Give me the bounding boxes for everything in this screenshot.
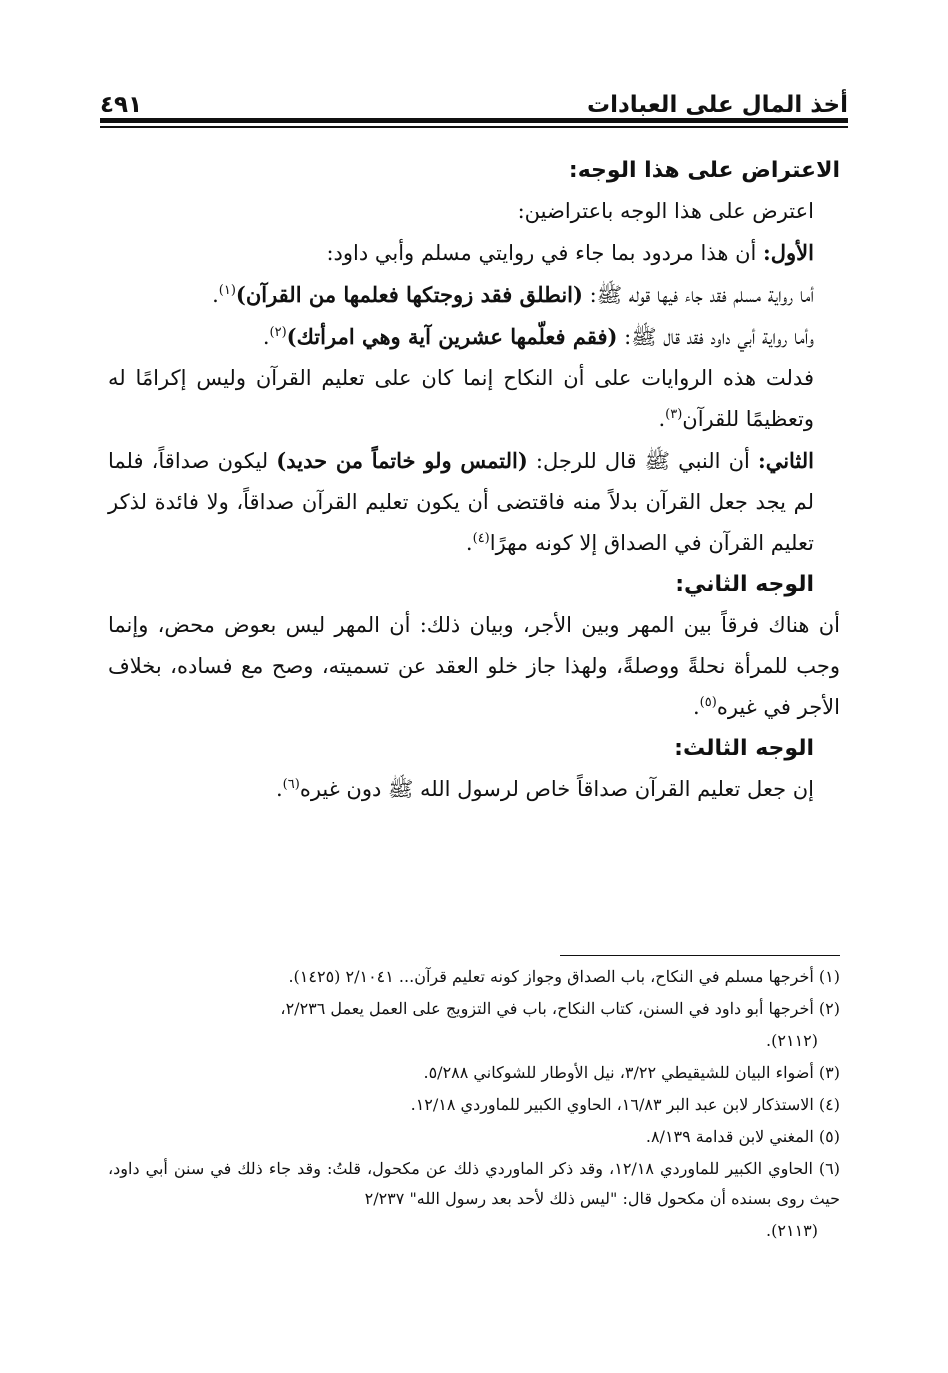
footnote-separator	[560, 955, 840, 956]
heading-third-aspect: الوجه الثالث:	[674, 736, 814, 761]
heading-objection: الاعتراض على هذا الوجه:	[568, 158, 840, 183]
footnote-5: (٥) المغني لابن قدامة ٨/١٣٩.	[645, 1127, 840, 1146]
text: .	[692, 695, 700, 719]
lead-word: الثاني:	[757, 448, 815, 473]
paragraph-exclusive	[108, 769, 840, 810]
footnote-ref[interactable]: (٥)	[699, 695, 717, 710]
footnote-2-cont: (٢١١٢).	[766, 1031, 818, 1050]
text: إن جعل تعليم القرآن صداقاً خاص لرسول الله ﷺ دون غيره	[299, 777, 814, 801]
footnote-6: (٦) الحاوي الكبير للماوردي ١٢/١٨، وقد ذكر الماوردي ذلك عن مكحول، قلتُ: وقد جاء ذلك في سنن أبي داود، حيث روى بسنده أن مكحول قال: "ليس ذلك لأحد بعد رسول الله" ٢/٢٣٧	[108, 1159, 840, 1208]
running-title: أخذ المال على العبادات	[587, 92, 848, 118]
page-header	[100, 78, 848, 118]
paragraph-muslim	[108, 274, 840, 316]
paragraph-first-objection	[108, 232, 840, 274]
footnote-ref[interactable]: (٢)	[269, 325, 287, 340]
header-rule-thin	[100, 126, 848, 128]
paragraph-dowry-wage	[108, 605, 840, 728]
footnote-ref[interactable]: (٤)	[472, 531, 490, 546]
footnote-ref[interactable]: (٣)	[665, 407, 683, 422]
main-text	[108, 150, 840, 810]
page-number: ٤٩١	[100, 92, 143, 118]
text: وأما رواية أبي داود فقد قال ﷺ:	[617, 325, 814, 349]
hadith-quote: (التمس ولو خاتماً من حديد)	[276, 448, 528, 473]
text: أن هناك فرقاً بين المهر وبين الأجر، وبيان ذلك: أن المهر ليس بعوض محض، وإنما وجب للمرأة نحلةً ووصلةً، ولهذا جاز خلو العقد عن تسميته، وصح مع فساده، بخلاف الأجر في غيره	[108, 613, 840, 719]
text: .	[212, 283, 219, 307]
text: أن النبي ﷺ قال للرجل:	[527, 449, 758, 473]
paragraph-conclusion	[108, 358, 840, 440]
text: ليكون صداقاً، فلما لم يجد جعل القرآن بدلاً منه فاقتضى أن يكون تعليم القرآن صداقاً، ولا فائدة لذكر تعليم القرآن في الصداق إلا كونه مهرًا	[108, 449, 814, 555]
text: فدلت هذه الروايات على أن النكاح إنما كان على تعليم القرآن وليس إكرامًا له وتعظيمًا للقرآن	[108, 366, 814, 431]
text: .	[262, 325, 270, 349]
text: .	[465, 531, 473, 555]
footnote-ref[interactable]: (٦)	[282, 777, 300, 792]
text: أما رواية مسلم فقد جاء فيها قوله ﷺ:	[582, 283, 814, 307]
header-rule-thick	[100, 118, 848, 123]
paragraph: اعترض على هذا الوجه باعتراضين:	[517, 199, 814, 223]
hadith-quote: (فقم فعلّمها عشرين آية وهي امرأتك)	[286, 324, 618, 349]
footnotes	[108, 962, 840, 1248]
footnote-1: (١) أخرجها مسلم في النكاح، باب الصداق وجواز كونه تعليم قرآن... ٢/١٠٤١ (١٤٢٥).	[288, 967, 840, 986]
footnote-4: (٤) الاستذكار لابن عبد البر ١٦/٨٣، الحاوي الكبير للماوردي ١٢/١٨.	[410, 1095, 840, 1114]
footnote-6-cont: (٢١١٣).	[766, 1221, 818, 1240]
footnote-ref[interactable]: (١)	[218, 283, 236, 298]
text: أن هذا مردود بما جاء في روايتي مسلم وأبي داود:	[326, 241, 764, 265]
heading-second-aspect: الوجه الثاني:	[675, 572, 814, 597]
paragraph-second-objection	[108, 440, 840, 564]
paragraph-abudawud	[108, 316, 840, 358]
text: .	[275, 777, 283, 801]
footnote-3: (٣) أضواء البيان للشيقيطي ٣/٢٢، نيل الأوطار للشوكاني ٥/٢٨٨.	[423, 1063, 840, 1082]
hadith-quote: (انطلق فقد زوجتكها فعلمها من القرآن)	[235, 282, 583, 307]
lead-word: الأول:	[763, 240, 814, 265]
footnote-2: (٢) أخرجها أبو داود في السنن، كتاب النكاح، باب في التزويج على العمل يعمل ٢/٢٣٦،	[280, 999, 840, 1018]
text: .	[658, 407, 666, 431]
